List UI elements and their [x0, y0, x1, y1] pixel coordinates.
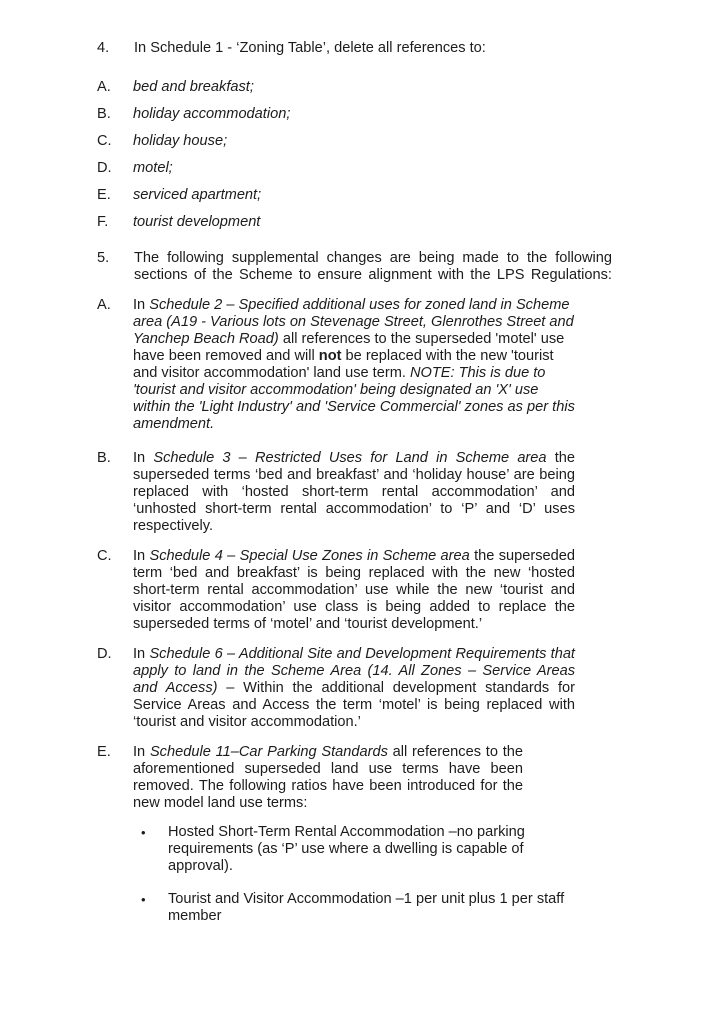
sub-item-text: tourist development: [133, 214, 261, 230]
bullet-item-tourist-accommodation: [133, 891, 568, 925]
item-4-heading: In Schedule 1 - ‘Zoning Table’, delete all references to:: [134, 40, 486, 56]
sub-item-5b: [97, 450, 705, 535]
list-item-5: [97, 250, 705, 925]
sub-item-4d: [97, 160, 705, 177]
sub-item-4f: [97, 214, 705, 231]
sub-item-letter: B.: [97, 450, 111, 466]
sub-item-text: serviced apartment;: [133, 187, 262, 203]
bullet-text: Hosted Short-Term Rental Accommodation –no parking requirements (as ‘P’ use where a dwelling is capable of approval).: [168, 824, 525, 874]
sub-item-letter: E.: [97, 744, 111, 760]
sub-item-4b: [97, 106, 705, 123]
sub-item-text: motel;: [133, 160, 173, 176]
sub-item-5d: [97, 646, 705, 731]
sub-item-4c: [97, 133, 705, 150]
sub-item-text: holiday accommodation;: [133, 106, 291, 122]
sub-item-text: In Schedule 3 – Restricted Uses for Land in Scheme area the superseded terms ‘bed and breakfast’ and ‘holiday house’ are being replaced with ‘hosted short-term rental accommodation’ and ‘unhosted short-term rental accommodation’ to ‘P’ and ‘D’ uses respectively.: [133, 450, 575, 534]
sub-item-letter: A.: [97, 79, 111, 95]
sub-item-letter: C.: [97, 548, 112, 564]
sub-item-letter: D.: [97, 646, 112, 662]
sub-item-letter: F.: [97, 214, 109, 230]
sub-item-letter: D.: [97, 160, 112, 176]
item-5-number: 5.: [97, 250, 110, 266]
item-4-number: 4.: [97, 40, 110, 56]
sub-item-text: In Schedule 11–Car Parking Standards all references to the aforementioned superseded land use terms have been removed. The following ratios have been introduced for the new model land use terms:: [133, 744, 523, 811]
bullet-icon: •: [141, 825, 146, 840]
sub-item-letter: A.: [97, 297, 111, 313]
sub-item-5e: [97, 744, 705, 925]
list-item-4: [97, 40, 705, 231]
sub-item-letter: E.: [97, 187, 111, 203]
sub-item-5c: [97, 548, 705, 633]
sub-item-letter: C.: [97, 133, 112, 149]
sub-item-letter: B.: [97, 106, 111, 122]
sub-item-text: holiday house;: [133, 133, 228, 149]
sub-item-5a: [97, 297, 705, 433]
bullet-item-hosted-str: [133, 824, 568, 875]
sub-item-4e: [97, 187, 705, 204]
sub-item-text: In Schedule 4 – Special Use Zones in Scheme area the superseded term ‘bed and breakfast’ is being replaced with the new ‘hosted short-term rental accommodation’ use while the new ‘tourist and visitor accommodation’ use class is being added to replace the superseded terms of ‘motel’ and ‘tourist development.’: [133, 548, 575, 632]
item-5-heading: The following supplemental changes are being made to the following sections of the Scheme to ensure alignment with the LPS Regulations:: [134, 250, 612, 283]
sub-item-text: In Schedule 2 – Specified additional uses for zoned land in Scheme area (A19 - Various lots on Stevenage Street, Glenrothes Street and Yanchep Beach Road) all references to the superseded 'motel' use have been removed and will not be replaced with the new 'tourist and visitor accommodation' land use term. NOTE: This is due to 'tourist and visitor accommodation' being designated an 'X' use within the 'Light Industry' and 'Service Commercial' zones as per this amendment.: [133, 297, 575, 432]
bullet-text: Tourist and Visitor Accommodation –1 per unit plus 1 per staff member: [168, 891, 565, 924]
sub-item-text: In Schedule 6 – Additional Site and Development Requirements that apply to land in the Scheme Area (14. All Zones – Service Areas and Access) – Within the additional development standards for Service Areas and Access the term ‘motel’ is being replaced with ‘tourist and visitor accommodation.’: [133, 646, 575, 730]
sub-item-4a: [97, 79, 705, 96]
sub-item-text: bed and breakfast;: [133, 79, 254, 95]
bullet-icon: •: [141, 892, 146, 907]
